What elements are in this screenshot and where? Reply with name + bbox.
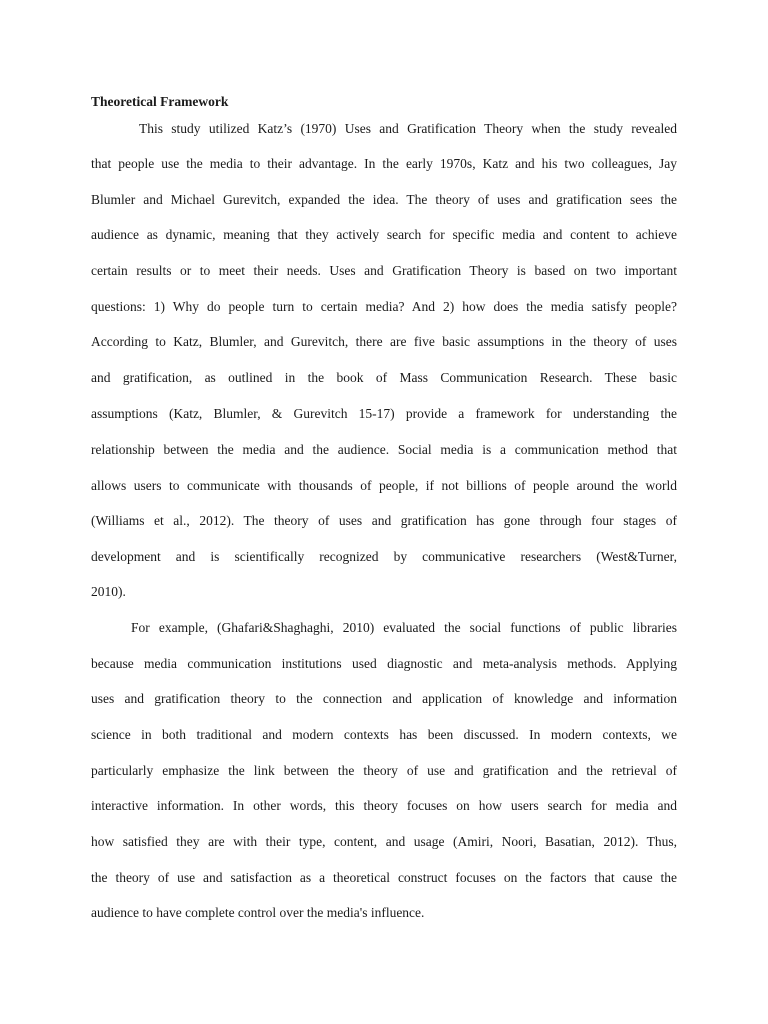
paragraph-1-line-13: development and is scientifically recognized by communicative researchers (West&Turner,	[91, 549, 677, 564]
paragraph-1-line-3: Blumler and Michael Gurevitch, expanded the idea. The theory of uses and gratification sees the	[91, 192, 677, 207]
paragraph-2-line-9: audience to have complete control over the media's influence.	[91, 905, 425, 920]
paragraph-2-line-3: uses and gratification theory to the connection and application of knowledge and information	[91, 691, 677, 706]
paragraph-2-line-8: the theory of use and satisfaction as a theoretical construct focuses on the factors that cause the	[91, 870, 677, 885]
paragraph-2-line-7: how satisfied they are with their type, content, and usage (Amiri, Noori, Basatian, 2012). Thus,	[91, 834, 677, 849]
paragraph-1-line-8: and gratification, as outlined in the book of Mass Communication Research. These basic	[91, 370, 677, 385]
paragraph-2-line-1: For example, (Ghafari&Shaghaghi, 2010) evaluated the social functions of public libraries	[131, 620, 677, 635]
paragraph-2-line-4: science in both traditional and modern contexts has been discussed. In modern contexts, we	[91, 727, 677, 742]
paragraph-1-line-4: audience as dynamic, meaning that they actively search for specific media and content to achieve	[91, 227, 677, 242]
paragraph-2-line-2: because media communication institutions used diagnostic and meta-analysis methods. Applying	[91, 656, 677, 671]
paragraph-1-line-5: certain results or to meet their needs. Uses and Gratification Theory is based on two important	[91, 263, 677, 278]
paragraph-1-line-12: (Williams et al., 2012). The theory of uses and gratification has gone through four stages of	[91, 513, 677, 528]
paragraph-1-line-14: 2010).	[91, 584, 126, 599]
paragraph-1-line-11: allows users to communicate with thousands of people, if not billions of people around the world	[91, 478, 677, 493]
paragraph-1-line-7: According to Katz, Blumler, and Gurevitch, there are five basic assumptions in the theory of uses	[91, 334, 677, 349]
paragraph-1-line-2: that people use the media to their advantage. In the early 1970s, Katz and his two colleagues, Jay	[91, 156, 677, 171]
paragraph-1-line-6: questions: 1) Why do people turn to certain media? And 2) how does the media satisfy people?	[91, 299, 677, 314]
paragraph-1-line-1: This study utilized Katz’s (1970) Uses and Gratification Theory when the study revealed	[139, 121, 677, 136]
section-heading: Theoretical Framework	[91, 94, 229, 109]
paragraph-2-line-6: interactive information. In other words, this theory focuses on how users search for media and	[91, 798, 677, 813]
paragraph-1-line-9: assumptions (Katz, Blumler, & Gurevitch 15-17) provide a framework for understanding the	[91, 406, 677, 421]
paragraph-1-line-10: relationship between the media and the audience. Social media is a communication method that	[91, 442, 677, 457]
paragraph-2-line-5: particularly emphasize the link between the theory of use and gratification and the retrieval of	[91, 763, 677, 778]
